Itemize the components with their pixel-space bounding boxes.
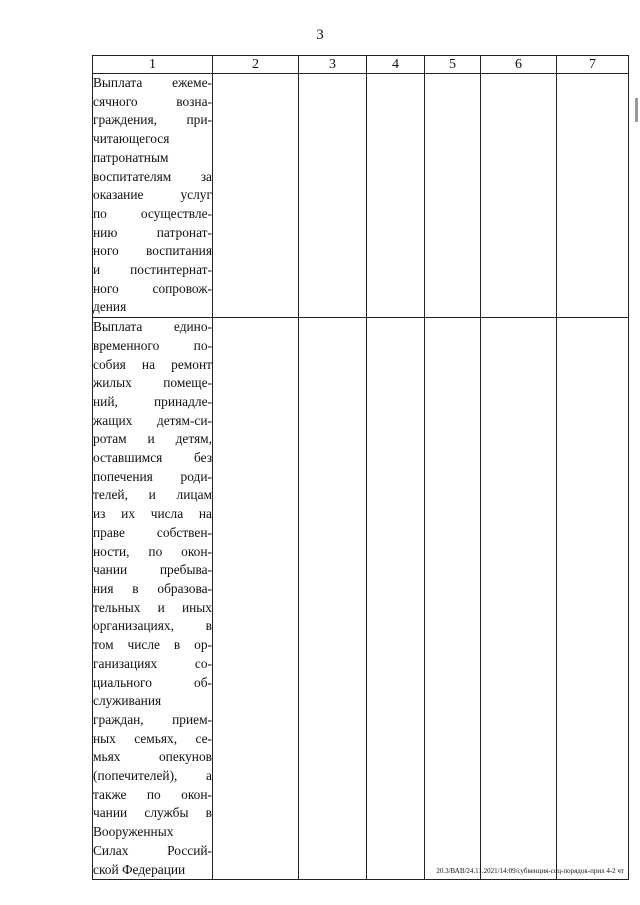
description-line: воспитателям за	[93, 168, 212, 184]
empty-cell	[299, 318, 367, 880]
description-line: Выплата едино-	[93, 319, 212, 335]
empty-cell	[425, 318, 481, 880]
description-line: Силах Россий-	[93, 842, 212, 858]
empty-cell	[425, 74, 481, 318]
table-row	[93, 74, 629, 318]
description-line: циального об-	[93, 674, 212, 690]
empty-cell	[299, 74, 367, 318]
header-cell-4: 4	[367, 56, 425, 74]
description-line: нию патронат-	[93, 224, 212, 240]
empty-cell	[481, 318, 557, 880]
table-row	[93, 318, 629, 880]
description-line: оказание услуг	[93, 187, 212, 203]
description-line: ской Федерации	[93, 861, 186, 877]
header-cell-2: 2	[213, 56, 299, 74]
description-line: граждан, прием-	[93, 711, 212, 727]
description-line: по осуществле-	[93, 205, 212, 221]
description-line: организациях, в	[93, 618, 212, 634]
row-description-cell	[93, 74, 213, 318]
page-number: 3	[316, 27, 324, 43]
description-line: жащих детям-си-	[93, 412, 212, 428]
description-line: граждения, при-	[93, 112, 212, 128]
description-line: ний, принадле-	[93, 393, 212, 409]
description-line: также по окон-	[93, 786, 212, 802]
description-line: сячного возна-	[93, 93, 212, 109]
row-description-cell	[93, 318, 213, 880]
empty-cell	[367, 74, 425, 318]
description-line: читающегося	[93, 131, 170, 147]
description-line: из их числа на	[93, 506, 212, 522]
empty-cell	[481, 74, 557, 318]
description-line: попечения роди-	[93, 468, 212, 484]
empty-cell	[557, 74, 629, 318]
description-line: и постинтернат-	[93, 262, 212, 278]
description-line: ния в образова-	[93, 580, 212, 596]
description-line: временного по-	[93, 337, 212, 353]
description-line: ности, по окон-	[93, 543, 212, 559]
header-cell-1: 1	[93, 56, 213, 74]
description-line: тельных и иных	[93, 599, 212, 615]
description-line: ного воспитания	[93, 243, 212, 259]
description-line: ганизациях со-	[93, 655, 212, 671]
description-line: том числе в ор-	[93, 637, 212, 653]
scan-edge-mark	[635, 98, 638, 122]
description-line: служивания	[93, 693, 162, 709]
empty-cell	[213, 74, 299, 318]
description-line: ротам и детям,	[93, 431, 212, 447]
description-line: ного сопровож-	[93, 280, 212, 296]
empty-cell	[367, 318, 425, 880]
header-cell-6: 6	[481, 56, 557, 74]
header-cell-7: 7	[557, 56, 629, 74]
description-line: праве собствен-	[93, 524, 212, 540]
description-line: дения	[93, 299, 127, 315]
description-line: собия на ремонт	[93, 356, 212, 372]
description-line: (попечителей), а	[93, 768, 212, 784]
document-footer-code: 20.3/ВАВ/24.11.2021/14:09/субвенция-соц-порядок-прил 4-2 чт	[436, 867, 624, 875]
description-line: чании службы в	[93, 805, 212, 821]
description-line: мьях опекунов	[93, 749, 212, 765]
header-row	[93, 56, 629, 74]
data-table	[92, 55, 629, 880]
header-cell-5: 5	[425, 56, 481, 74]
description-line: Вооруженных	[93, 824, 174, 840]
description-line: телей, и лицам	[93, 487, 212, 503]
description-line: чании пребыва-	[93, 562, 212, 578]
empty-cell	[557, 318, 629, 880]
empty-cell	[213, 318, 299, 880]
description-line: оставшимся без	[93, 450, 212, 466]
description-line: ных семьях, се-	[93, 730, 212, 746]
description-line: жилых помеще-	[93, 375, 212, 391]
description-line: патронатным	[93, 149, 169, 165]
description-line: Выплата ежеме-	[93, 75, 212, 90]
header-cell-3: 3	[299, 56, 367, 74]
